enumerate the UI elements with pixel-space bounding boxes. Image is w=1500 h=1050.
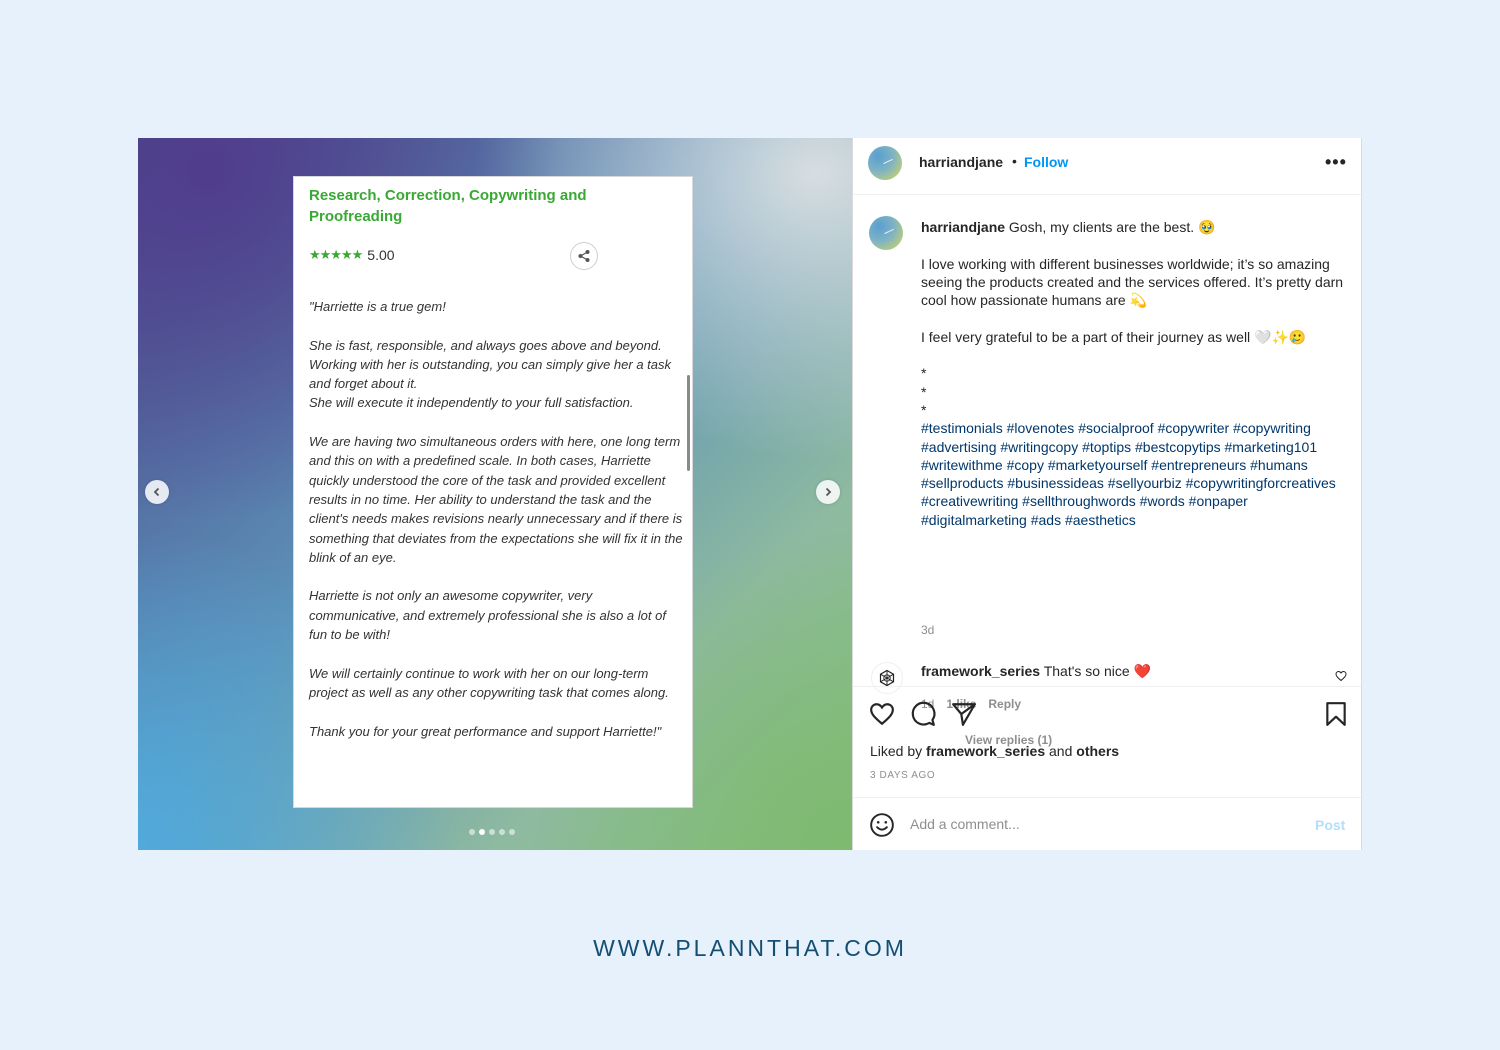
liked-by-prefix: Liked by (870, 743, 927, 759)
instagram-post (138, 138, 1362, 850)
share-button[interactable] (570, 242, 598, 270)
chevron-left-icon (152, 487, 162, 497)
comment-likes[interactable]: 1 like (946, 697, 977, 711)
carousel-dot (479, 829, 485, 835)
caption-body: Gosh, my clients are the best. 🥹 I love working with different businesses worldwide; it’s so amazing seeing the products created and the services offered. It’s pretty darn cool how passionate humans are 💫 I feel very grateful to be a part of their journey as well 🤍✨🥲 * * * (921, 219, 1344, 418)
post-media-carousel[interactable] (138, 138, 852, 850)
add-comment-bar (853, 797, 1361, 850)
liked-by-middle: and (1045, 743, 1077, 759)
liked-by-text (870, 743, 1119, 759)
caption-avatar[interactable] (869, 216, 903, 250)
comment-like-button[interactable] (1335, 669, 1347, 687)
caption (921, 218, 1351, 529)
star-rating-icon: ★★★★★ (309, 247, 363, 262)
caption-hashtags[interactable]: #testimonials #lovenotes #socialproof #copywriter #copywriting #advertising #writingcopy #toptips #bestcopytips #marketing101 #writewithme #copy #marketyourself #entrepreneurs #humans #sellproducts #businessideas #sellyourbiz #copywritingforcreatives #creativewriting #sellthroughwords #words #onpaper #digitalmarketing #ads #aesthetics (921, 420, 1336, 528)
header-separator: • (1012, 153, 1017, 169)
like-heart-icon[interactable] (869, 701, 895, 727)
carousel-next-button[interactable] (816, 480, 840, 504)
footer-url: WWW.PLANNTHAT.COM (593, 935, 907, 961)
caption-time: 3d (921, 623, 935, 637)
comment-input[interactable] (910, 813, 1290, 835)
review-scrollbar[interactable] (687, 375, 690, 471)
comment-text (921, 663, 1151, 680)
carousel-dot (469, 829, 475, 835)
liked-by-user[interactable]: framework_series (926, 743, 1046, 759)
review-title: Research, Correction, Copywriting and Proofreading (309, 187, 587, 225)
follow-button[interactable]: Follow (1024, 154, 1069, 170)
avatar[interactable] (868, 146, 902, 180)
liked-by-others[interactable]: others (1076, 743, 1120, 759)
caption-username[interactable]: harriandjane (921, 219, 1006, 235)
more-options-button[interactable]: ••• (1325, 152, 1347, 172)
post-side-panel (852, 138, 1362, 850)
share-icon (577, 249, 591, 263)
carousel-dots (469, 829, 515, 835)
comment-bubble-icon[interactable] (910, 701, 936, 727)
rating-value: 5.00 (367, 247, 395, 263)
post-comment-button[interactable]: Post (1315, 817, 1346, 833)
rating-row (309, 247, 395, 263)
comments-section[interactable] (853, 196, 1361, 747)
carousel-dot (489, 829, 495, 835)
comment-body: That's so nice ❤️ (1040, 663, 1151, 679)
review-card (293, 176, 693, 808)
review-text: "Harriette is a true gem! She is fast, responsible, and always goes above and beyond. Working with her is outstanding, you can simply give her a task and forget about it. She will execute it independently to your full satisfaction. We are having two simultaneous orders with here, one long term and this on with a predefined scale. In both cases, Harriette quickly understood the core of the task and provided excellent results in no time. Her ability to understand the task and the client's needs makes revisions nearly unnecessary and if there is something that deviates from the expectations she will fix it in the blink of an eye. Harriette is not only an awesome copywriter, very communicative, and extremely professional she is also a lot of fun to be with! We will certainly continue to work with her on our long-term project as well as any other copywriting task that comes along. Thank you for your great performance and support Harriette!" (309, 299, 683, 739)
carousel-dot (499, 829, 505, 835)
share-plane-icon[interactable] (951, 701, 977, 727)
heart-icon (1335, 670, 1347, 682)
post-header (853, 138, 1361, 195)
reply-button[interactable]: Reply (988, 697, 1022, 711)
header-username[interactable]: harriandjane (919, 154, 1004, 170)
view-replies-button[interactable]: View replies (1) (965, 733, 1053, 747)
chevron-right-icon (823, 487, 833, 497)
carousel-dot (509, 829, 515, 835)
post-date: 3 DAYS AGO (870, 770, 936, 781)
comment-username[interactable]: framework_series (921, 663, 1041, 679)
emoji-icon[interactable] (869, 812, 895, 838)
comment-time: 1d (921, 697, 935, 711)
bookmark-icon[interactable] (1323, 701, 1349, 727)
framework-logo-icon (878, 669, 896, 687)
carousel-prev-button[interactable] (145, 480, 169, 504)
